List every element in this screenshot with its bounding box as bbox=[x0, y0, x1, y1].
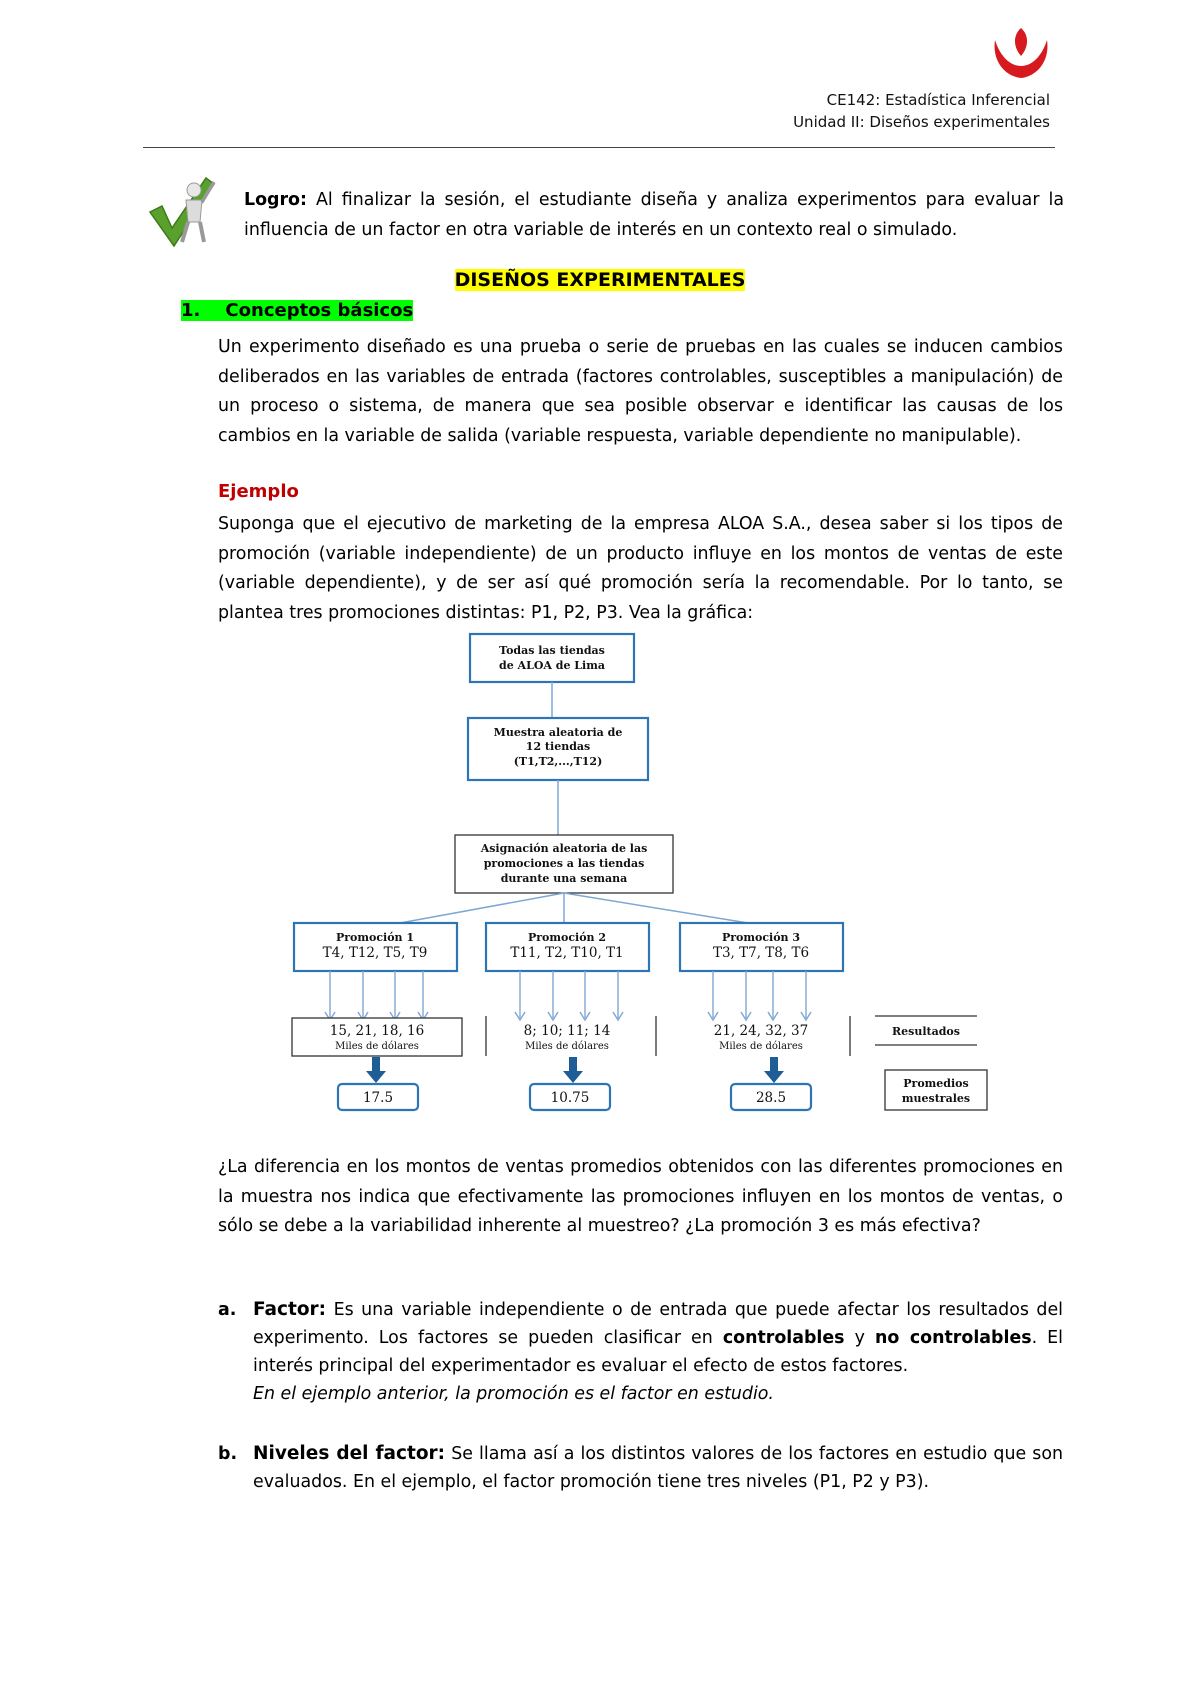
learning-goal bbox=[244, 186, 1064, 245]
factor-bold1: controlables bbox=[722, 1328, 845, 1348]
promo2-unit: Miles de dólares bbox=[525, 1041, 609, 1052]
header-divider bbox=[143, 147, 1055, 148]
promo1-stores: T4, T12, T5, T9 bbox=[322, 945, 428, 961]
course-name: CE142: Estadística Inferencial bbox=[826, 91, 1050, 109]
promo2-stores: T11, T2, T10, T1 bbox=[510, 945, 624, 961]
example-heading: Ejemplo bbox=[218, 481, 299, 502]
promo3-mean: 28.5 bbox=[755, 1090, 787, 1106]
levels-text: Se llama así a los distintos valores de los factores en estudio que son evaluados. En el ejemplo, el factor promoción tiene tres niveles (P1, P2 y P3). bbox=[253, 1444, 1063, 1492]
section-heading-text: 1. Conceptos básicos bbox=[181, 300, 414, 321]
levels-term: Niveles del factor: bbox=[253, 1443, 446, 1464]
sample-line3: (T1,T2,...,T12) bbox=[513, 755, 603, 768]
results-label: Resultados bbox=[892, 1025, 960, 1038]
list-item-factor bbox=[218, 1296, 1063, 1408]
learning-goal-label: Logro: bbox=[244, 190, 307, 210]
sample-line1: Muestra aleatoria de bbox=[493, 726, 623, 739]
factor-text2: y bbox=[844, 1328, 875, 1348]
factor-example: En el ejemplo anterior, la promoción es el factor en estudio. bbox=[253, 1384, 774, 1404]
promo2-name: Promoción 2 bbox=[527, 931, 607, 944]
unit-name: Unidad II: Diseños experimentales bbox=[793, 113, 1050, 131]
population-line2: de ALOA de Lima bbox=[499, 659, 605, 672]
population-line1: Todas las tiendas bbox=[499, 644, 605, 657]
promo2-mean: 10.75 bbox=[550, 1090, 590, 1106]
factor-bold2: no controlables bbox=[874, 1328, 1032, 1348]
promo1-mean: 17.5 bbox=[362, 1090, 394, 1106]
list-item-levels bbox=[218, 1440, 1063, 1496]
learning-goal-text: Al finalizar la sesión, el estudiante diseña y analiza experimentos para evaluar la influencia de un factor en otra variable de interés en un contexto real o simulado. bbox=[244, 190, 1064, 240]
promo3-stores: T3, T7, T8, T6 bbox=[712, 945, 810, 961]
course-header bbox=[793, 89, 1050, 133]
assignment-line3: durante una semana bbox=[500, 872, 628, 885]
promo2-values: 8; 10; 11; 14 bbox=[523, 1023, 611, 1039]
page-title bbox=[0, 269, 1200, 291]
means-label-line1: Promedios bbox=[903, 1077, 969, 1090]
means-label-line2: muestrales bbox=[901, 1092, 971, 1105]
experiment-diagram bbox=[280, 630, 1000, 1115]
promo1-name: Promoción 1 bbox=[335, 931, 415, 944]
promo1-values: 15, 21, 18, 16 bbox=[329, 1023, 425, 1039]
factor-term: Factor: bbox=[253, 1299, 327, 1320]
sample-line2: 12 tiendas bbox=[525, 740, 591, 753]
section-paragraph bbox=[218, 333, 1063, 451]
check-figure-icon bbox=[146, 170, 220, 250]
section-paragraph-text: Un experimento diseñado es una prueba o serie de pruebas en las cuales se inducen cambios deliberados en las variables de entrada (factores controlables, susceptibles a manipulación) de un proceso o sistema, de manera que sea posible observar e identificar las causas de los cambios en la variable de salida (variable respuesta, variable dependiente no manipulable). bbox=[218, 337, 1063, 446]
population-box bbox=[470, 634, 634, 682]
section-heading bbox=[181, 300, 413, 321]
example-paragraph-text: Suponga que el ejecutivo de marketing de la empresa ALOA S.A., desea saber si los tipos de promoción (variable independiente) de un producto influye en los montos de ventas de este (variable dependiente), y de ser así qué promoción sería la recomendable. Por lo tanto, se plantea tres promociones distintas: P1, P2, P3. Vea la gráfica: bbox=[218, 514, 1063, 623]
promo3-unit: Miles de dólares bbox=[719, 1041, 803, 1052]
example-paragraph bbox=[218, 510, 1063, 628]
promo3-values: 21, 24, 32, 37 bbox=[713, 1023, 809, 1039]
factor-text1: Es una variable independiente o de entrada que puede afectar los resultados del experimento. Los factores se pueden clasificar en bbox=[253, 1300, 1063, 1348]
question-text: ¿La diferencia en los montos de ventas promedios obtenidos con las diferentes promociones en la muestra nos indica que efectivamente las promociones influyen en los montos de ventas, o sólo se debe a la variabilidad inherente al muestreo? ¿La promoción 3 es más efectiva? bbox=[218, 1157, 1063, 1236]
promo3-name: Promoción 3 bbox=[721, 931, 801, 944]
assignment-line2: promociones a las tiendas bbox=[483, 857, 645, 870]
list-marker-b: b. bbox=[218, 1444, 238, 1464]
page-title-text: DISEÑOS EXPERIMENTALES bbox=[454, 269, 746, 291]
promo1-unit: Miles de dólares bbox=[335, 1041, 419, 1052]
assignment-line1: Asignación aleatoria de las bbox=[480, 842, 648, 855]
factor-text3: . El interés principal del experimentador es evaluar el efecto de estos factores. bbox=[253, 1328, 1063, 1376]
university-logo-icon bbox=[990, 26, 1052, 81]
question-paragraph bbox=[218, 1153, 1063, 1242]
list-marker-a: a. bbox=[218, 1300, 237, 1320]
